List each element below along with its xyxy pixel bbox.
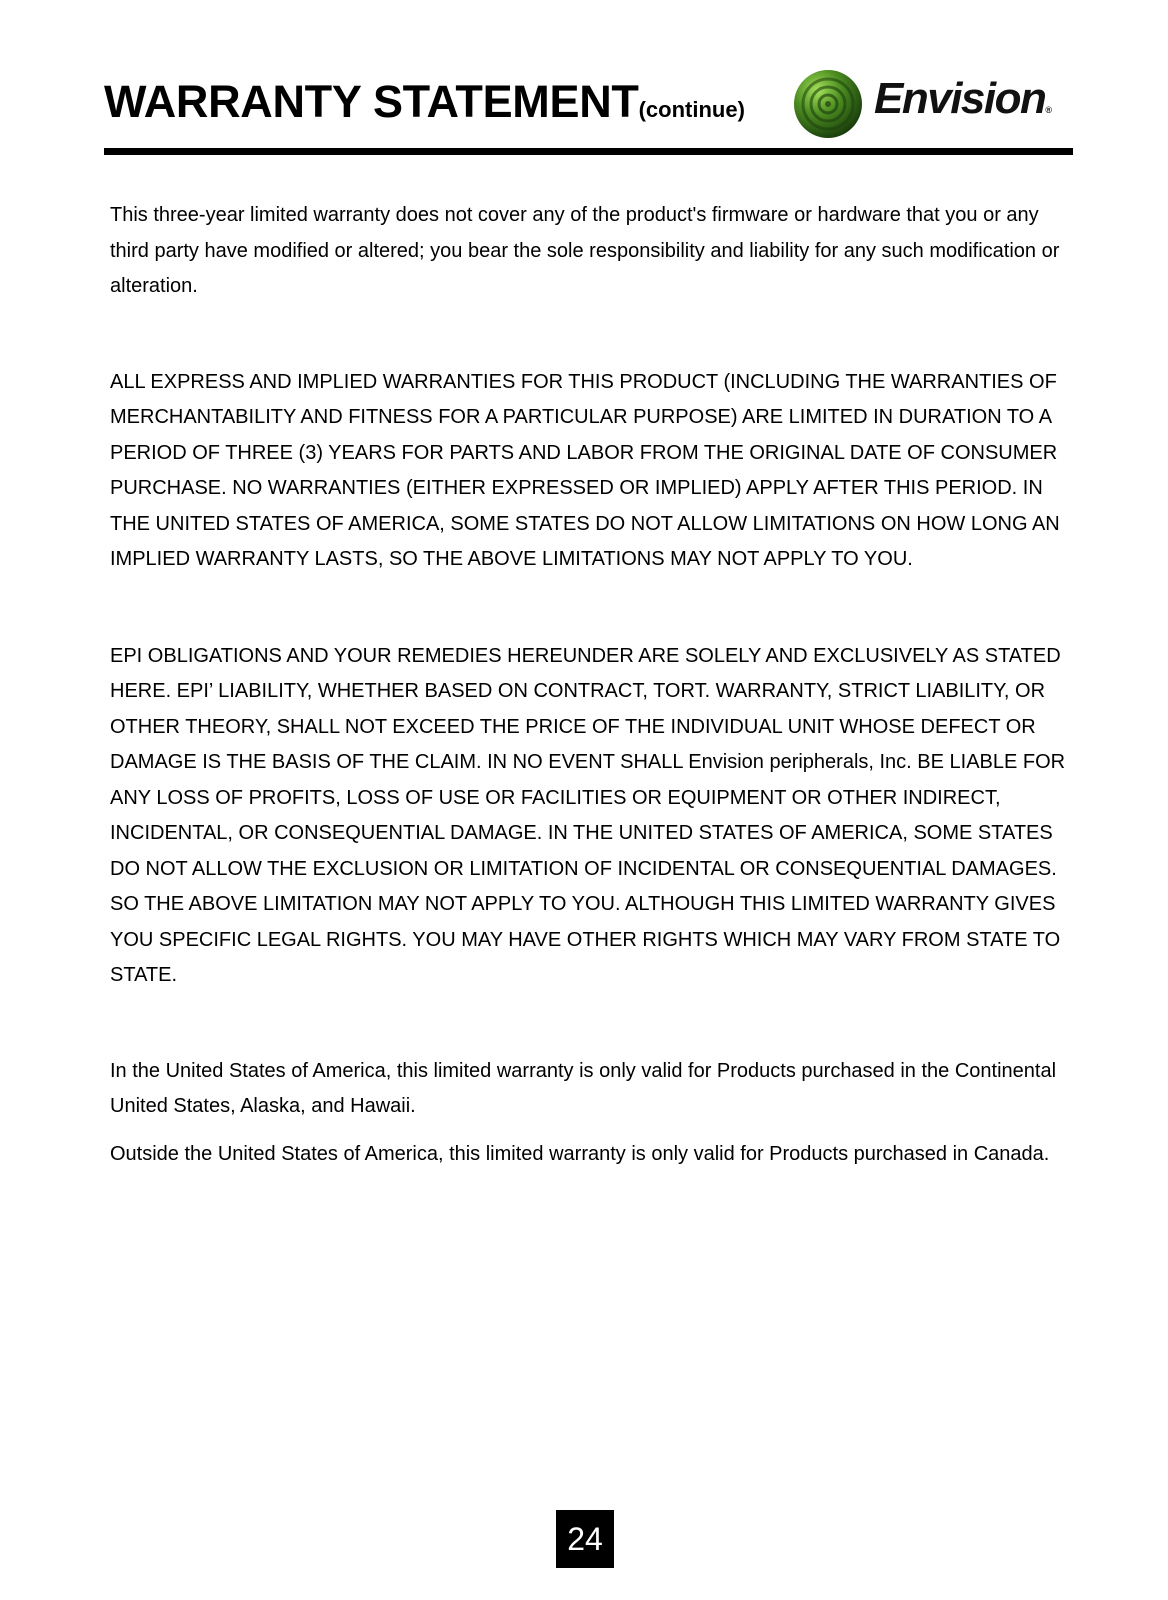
page-number: 24 <box>556 1510 614 1568</box>
paragraph-us-validity: In the United States of America, this limited warranty is only valid for Products purchased in the Continental United States, Alaska, and Hawaii. <box>110 1059 1057 1117</box>
warranty-body <box>110 198 1070 1172</box>
logo-swirl-icon <box>792 68 864 140</box>
title-suffix: (continue) <box>638 97 745 122</box>
logo-text: Envision <box>874 74 1046 123</box>
paragraph-implied-warranties: ALL EXPRESS AND IMPLIED WARRANTIES FOR THIS PRODUCT (INCLUDING THE WARRANTIES OF MERCHANTABILITY AND FITNESS FOR A PARTICULAR PURPOSE) ARE LIMITED IN DURATION TO A PERIOD OF THREE (3) YEARS FOR PARTS AND LABOR FROM THE ORIGINAL DATE OF CONSUMER PURCHASE. NO WARRANTIES (EITHER EXPRESSED OR IMPLIED) APPLY AFTER THIS PERIOD. IN THE UNITED STATES OF AMERICA, SOME STATES DO NOT ALLOW LIMITATIONS ON HOW LONG AN IMPLIED WARRANTY LASTS, SO THE ABOVE LIMITATIONS MAY NOT APPLY TO YOU. <box>110 370 1060 570</box>
title-text: WARRANTY STATEMENT <box>104 76 639 127</box>
paragraph-canada-validity: Outside the United States of America, this limited warranty is only valid for Products purchased in Canada. <box>110 1142 1050 1165</box>
page-title <box>104 76 745 128</box>
logo-registered-mark: ® <box>1045 105 1053 115</box>
envision-logo <box>792 68 1072 140</box>
paragraph-firmware-exclusion: This three-year limited warranty does not cover any of the product's firmware or hardware that you or any third party have modified or altered; you bear the sole responsibility and liability for any such modification or alteration. <box>110 204 1060 297</box>
paragraph-obligations-liability: EPI OBLIGATIONS AND YOUR REMEDIES HEREUNDER ARE SOLELY AND EXCLUSIVELY AS STATED HERE. EPI’ LIABILITY, WHETHER BASED ON CONTRACT, TORT. WARRANTY, STRICT LIABILITY, OR OTHER THEORY, SHALL NOT EXCEED THE PRICE OF THE INDIVIDUAL UNIT WHOSE DEFECT OR DAMAGE IS THE BASIS OF THE CLAIM. IN NO EVENT SHALL Envision peripherals, Inc. BE LIABLE FOR ANY LOSS OF PROFITS, LOSS OF USE OR FACILITIES OR EQUIPMENT OR OTHER INDIRECT, INCIDENTAL, OR CONSEQUENTIAL DAMAGE. IN THE UNITED STATES OF AMERICA, SOME STATES DO NOT ALLOW THE EXCLUSION OR LIMITATION OF INCIDENTAL OR CONSEQUENTIAL DAMAGES. SO THE ABOVE LIMITATION MAY NOT APPLY TO YOU. ALTHOUGH THIS LIMITED WARRANTY GIVES YOU SPECIFIC LEGAL RIGHTS. YOU MAY HAVE OTHER RIGHTS WHICH MAY VARY FROM STATE TO STATE. <box>110 644 1066 986</box>
logo-wordmark <box>874 74 1052 124</box>
header-divider <box>104 148 1073 155</box>
page-header <box>104 62 1072 154</box>
